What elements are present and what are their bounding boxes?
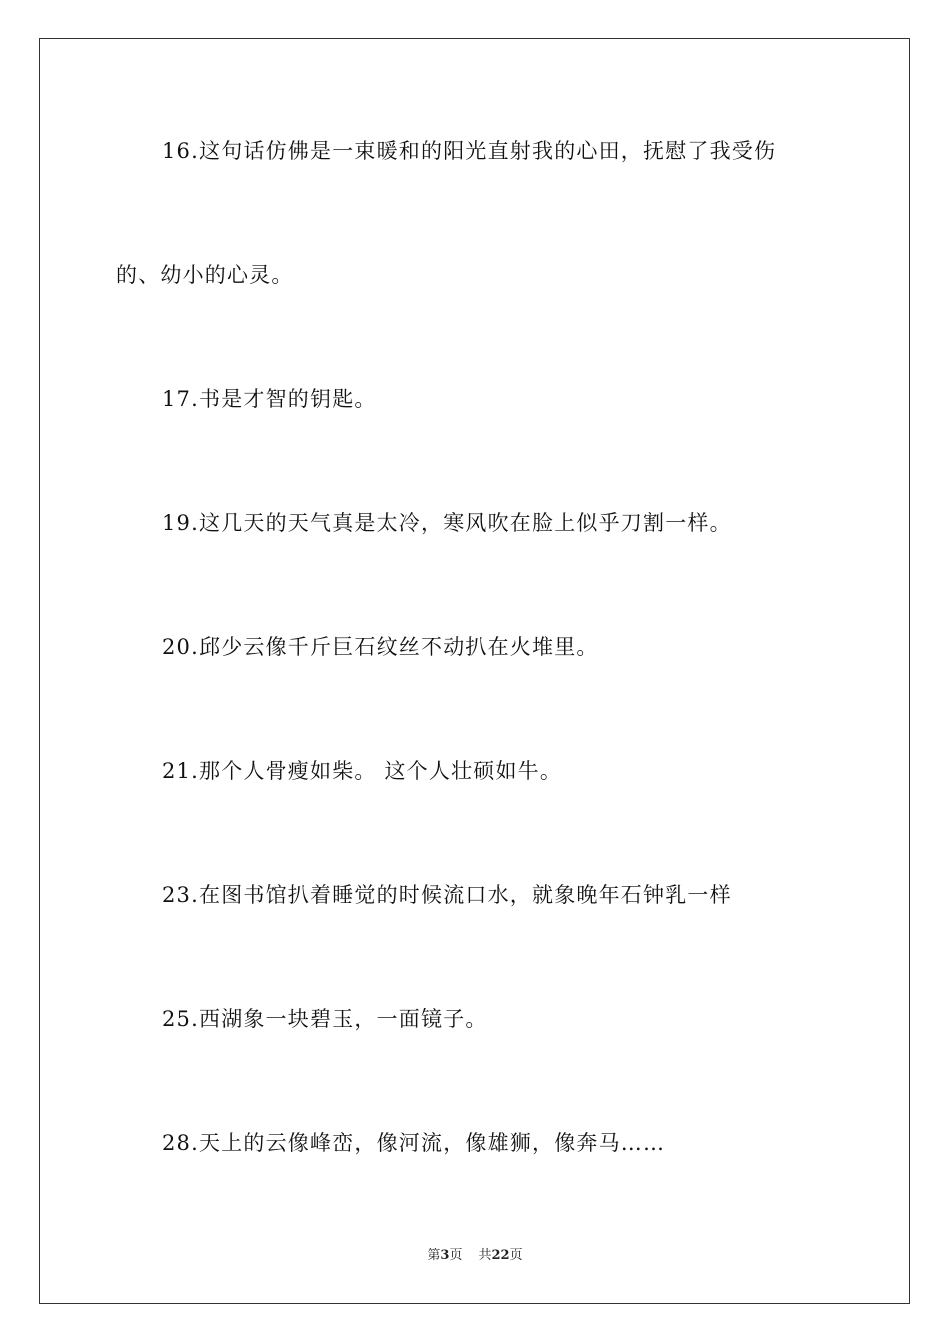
footer-page-suffix: 页 [449,1248,463,1263]
paragraph-19: 19.这几天的天气真是太冷，寒风吹在脸上似乎刀割一样。 [162,511,732,535]
paragraph-17: 17.书是才智的钥匙。 [162,387,377,411]
paragraph-25: 25.西湖象一块碧玉，一面镜子。 [162,1007,488,1031]
paragraph-23: 23.在图书馆扒着睡觉的时候流口水，就象晚年石钟乳一样 [162,883,732,907]
paragraph-16-line-2: 的、幼小的心灵。 [116,263,294,287]
footer-total-prefix: 共 [478,1248,492,1263]
paragraph-16-line-1: 16.这句话仿佛是一束暖和的阳光直射我的心田，抚慰了我受伤 [162,139,777,163]
page-border [39,38,910,1304]
footer-page-number: 3 [440,1248,450,1263]
paragraph-21: 21.那个人骨瘦如柴。 这个人壮硕如牛。 [162,759,563,783]
footer-page-prefix: 第 [427,1248,441,1263]
paragraph-28: 28.天上的云像峰峦，像河流，像雄狮，像奔马…… [162,1131,666,1155]
footer-total-suffix: 页 [509,1248,523,1263]
page-footer [0,1247,950,1265]
paragraph-20: 20.邱少云像千斤巨石纹丝不动扒在火堆里。 [162,635,599,659]
footer-total-pages: 22 [491,1248,510,1263]
